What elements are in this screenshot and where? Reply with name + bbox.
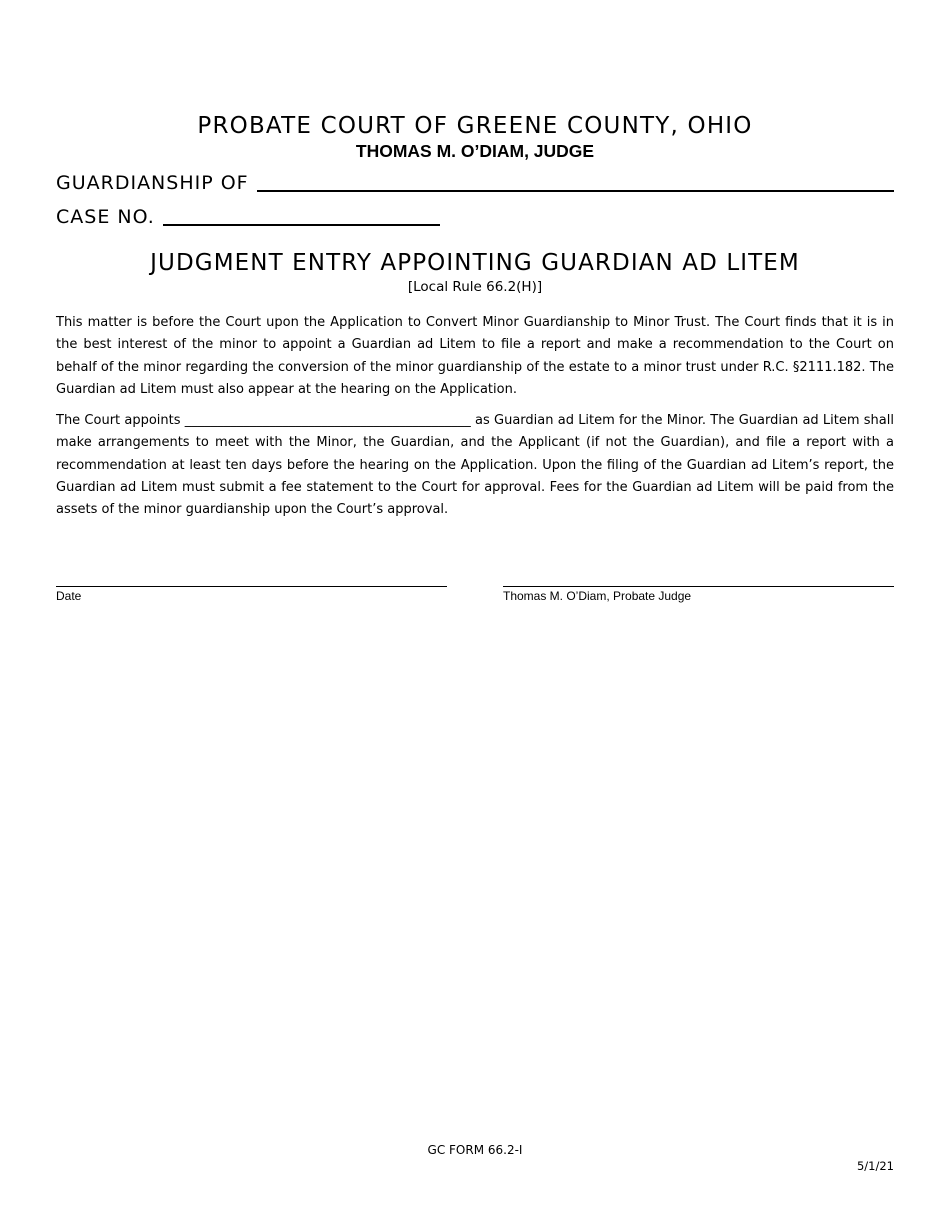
appointment-paragraph <box>56 410 894 521</box>
date-label: Date <box>56 589 82 603</box>
form-revision-date: 5/1/21 <box>856 1159 894 1173</box>
appointee-name-blank[interactable]: ____________________________________________ <box>184 413 471 428</box>
guardianship-of-field <box>56 172 894 194</box>
judge-signature-line[interactable] <box>503 586 894 587</box>
judge-signature-label: Thomas M. O’Diam, Probate Judge <box>503 589 692 603</box>
appointment-body-text: as Guardian ad Litem for the Minor. The Guardian ad Litem shall make arrangements to meet with the Minor, the Guardian, and the Applicant (if not the Guardian), and file a report with a recommendation at least ten days before the hearing on the Application. Upon the filing of the Guardian ad Litem’s report, the Guardian ad Litem must submit a fee statement to the Court for approval. Fees for the Guardian ad Litem will be paid from the assets of the minor guardianship upon the Court’s approval. <box>56 413 894 518</box>
document-subtitle: [Local Rule 66.2(H)] <box>407 279 543 295</box>
document-title: JUDGMENT ENTRY APPOINTING GUARDIAN AD LITEM <box>150 250 800 276</box>
judge-name: THOMAS M. O’DIAM, JUDGE <box>355 141 595 161</box>
form-number: GC FORM 66.2-I <box>427 1143 523 1157</box>
date-signature-line[interactable] <box>56 586 447 587</box>
case-no-label: CASE NO. <box>56 206 155 228</box>
guardianship-of-input-line[interactable] <box>257 172 894 192</box>
case-no-field <box>56 206 440 228</box>
findings-paragraph: This matter is before the Court upon the Application to Convert Minor Guardianship to Minor Trust. The Court finds that it is in the best interest of the minor to appoint a Guardian ad Litem to file a report and make a recommendation to the Court on behalf of the minor regarding the conversion of the minor guardianship of the estate to a minor trust under R.C. §2111.182. The Guardian ad Litem must also appear at the hearing on the Application. <box>56 315 894 397</box>
case-no-input-line[interactable] <box>163 206 440 226</box>
court-name: PROBATE COURT OF GREENE COUNTY, OHIO <box>197 113 753 139</box>
appointment-intro-text: The Court appoints <box>56 413 181 428</box>
guardianship-of-label: GUARDIANSHIP OF <box>56 172 249 194</box>
